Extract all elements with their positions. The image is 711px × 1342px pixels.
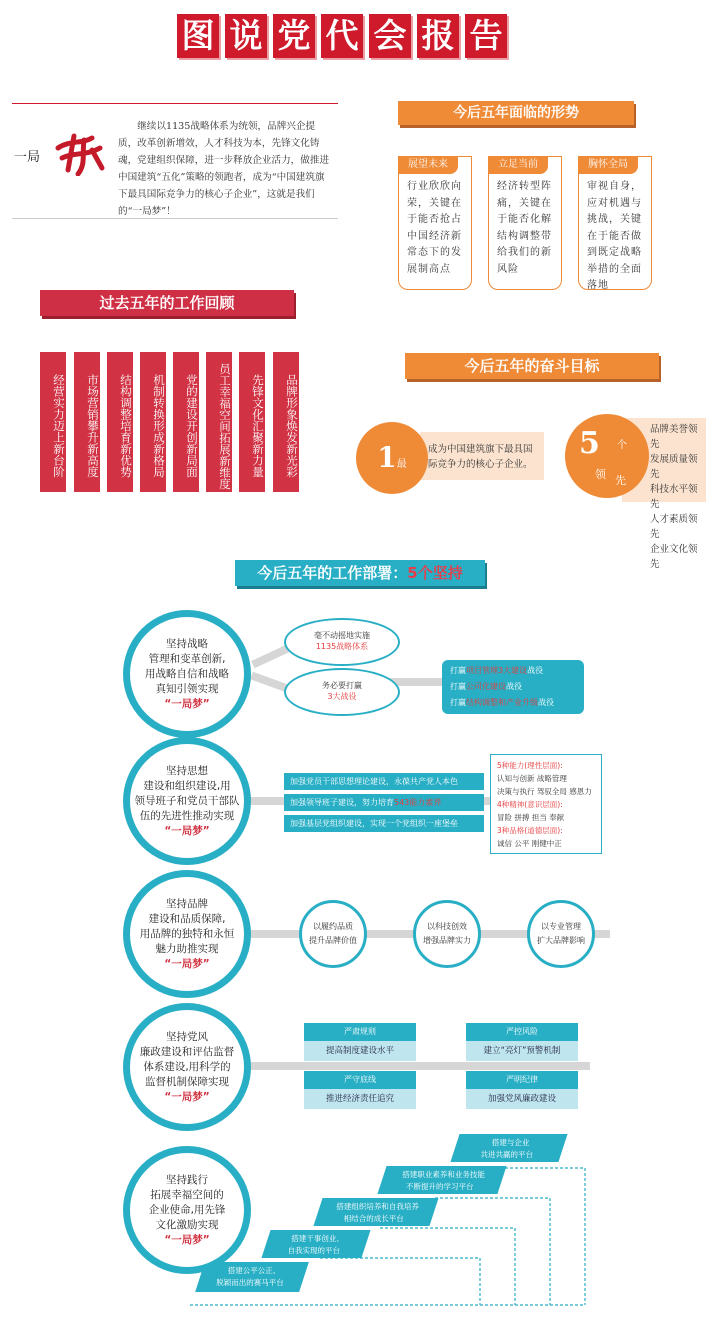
step-line: 搭建与企业 [491, 1138, 530, 1147]
card-head: 严控风险 [466, 1023, 578, 1041]
battles-box [442, 660, 584, 714]
title-char: 党 [273, 14, 315, 58]
review-item: 市场营销攀升新高度 [74, 352, 100, 492]
battle-item: 打赢公司化建设战役 [450, 682, 522, 691]
card-head: 严明纪律 [466, 1071, 578, 1089]
page-title [177, 14, 507, 58]
goal-five-number: 5 [579, 426, 600, 461]
circle-dream: “一局梦” [164, 697, 210, 710]
step-line: 相结合的成长平台 [343, 1214, 404, 1223]
step-line: 搭建职业素养和业务技能 [402, 1170, 485, 1179]
goal-five-item: 人才素质领先 [650, 514, 698, 540]
step-line: 搭建干事创业、 [291, 1234, 344, 1243]
battle-ellipse [284, 668, 400, 716]
circle-dream: “一局梦” [164, 1090, 210, 1103]
goal-five-unit: 个 [617, 440, 627, 451]
ellipse-line: 1135战略体系 [315, 642, 369, 651]
circle-line: 企业使命,用先锋 [148, 1203, 226, 1216]
circle-line: 坚持思想 [166, 764, 208, 777]
ability-head: 3种品格(道德层面): [497, 826, 563, 835]
deploy-title-highlight: 5个坚持 [407, 564, 463, 582]
ability-line: 认知与创新 战略管理 [497, 774, 567, 783]
goal-five-item: 科技水平领先 [650, 484, 698, 510]
goal-one-number: 1 [377, 441, 397, 474]
situation-card-tag: 展望未来 [398, 156, 458, 174]
discipline-card [304, 1071, 416, 1109]
circle-dream: “一局梦” [164, 957, 210, 970]
circle-line: 坚持战略 [166, 637, 208, 650]
brand-node [299, 900, 367, 968]
review-item: 结构调整培育新优势 [107, 352, 133, 492]
platform-step [261, 1230, 370, 1258]
party-bar: 加强基层党组织建设，实现一个党组织一座堡垒 [284, 815, 484, 832]
goals-title: 今后五年的奋斗目标 [405, 353, 659, 379]
goal-five-unit: 先 [615, 474, 626, 487]
intro-text: 继续以1135战略体系为统领，品牌兴企提质，改革创新增效，人才科技为本，先锋文化铸魂，党建组织保障，进一步释放企业活力，做推进中国建筑“五化”策略的领跑者，成为“中国建筑旗下最具国际竞争力的核心子企业”，这就是我们的“一局梦”！ [118, 121, 330, 217]
section-circle [123, 870, 251, 998]
situation-card-text: 审视自身，应对机遇与挑战，关键在于能否做到既定战略举措的全面落地 [587, 181, 642, 291]
review-item: 机制转换形成新格局 [140, 352, 166, 492]
circle-line: 伍的先进性推动实现 [139, 809, 235, 822]
connector [250, 1062, 590, 1070]
review-item: 员工幸福空间拓展新维度 [206, 352, 232, 492]
discipline-card [304, 1023, 416, 1061]
situation-card [488, 156, 562, 290]
circle-line: 建设和组织建设,用 [143, 779, 231, 792]
ability-line: 诚信 公平 刚健中正 [497, 839, 562, 848]
circle-line: 领导班子和党员干部队 [134, 794, 240, 807]
party-bar: 加强党员干部思想理论建设，永葆共产党人本色 [284, 773, 484, 790]
goal-five-item: 品牌美誉领先 [650, 424, 698, 450]
card-head: 严肃规则 [304, 1023, 416, 1041]
deploy-title-text: 今后五年的工作部署： [257, 564, 408, 582]
goal-one-text: 成为中国建筑旗下最具国际竞争力的核心子企业。 [420, 432, 544, 480]
title-char: 图 [177, 14, 219, 58]
goal-five-badge [565, 414, 649, 498]
circle-line: 建设和品质保障, [148, 912, 226, 925]
node-line: 增强品牌实力 [423, 936, 471, 945]
step-line: 搭建组织培养和自我培养 [336, 1202, 419, 1211]
title-char: 代 [321, 14, 363, 58]
circle-dream: “一局梦” [164, 824, 210, 837]
circle-line: 坚持践行 [166, 1173, 208, 1186]
ellipse-line: 务必要打赢 [322, 681, 362, 690]
circle-line: 体系建设,用科学的 [143, 1060, 231, 1073]
step-line: 脱颖而出的赛马平台 [216, 1278, 284, 1287]
circle-line: 坚持党风 [166, 1030, 208, 1043]
node-line: 以科技创效 [427, 922, 467, 931]
ability-head: 5种能力(理性层面): [497, 761, 563, 770]
deploy-title [235, 560, 485, 586]
review-item: 党的建设开创新局面 [173, 352, 199, 492]
card-body: 加强党风廉政建设 [466, 1089, 578, 1109]
circle-line: 用品牌的独特和永恒 [139, 927, 235, 940]
circle-line: 管理和变革创新, [148, 652, 226, 665]
title-char: 会 [369, 14, 411, 58]
step-line: 不断提升的学习平台 [405, 1182, 474, 1191]
card-head: 严守底线 [304, 1071, 416, 1089]
circle-line: 文化激励实现 [155, 1218, 219, 1231]
circle-line: 监督机制保障实现 [145, 1075, 229, 1088]
goal-one-badge [356, 422, 428, 494]
situation-card [578, 156, 652, 290]
circle-line: 拓展幸福空间的 [150, 1188, 224, 1201]
circle-line: 坚持品牌 [166, 897, 208, 910]
step-line: 自我实现的平台 [287, 1246, 340, 1255]
dream-label: 一局 [14, 150, 41, 165]
discipline-card [466, 1071, 578, 1109]
title-char: 告 [465, 14, 507, 58]
node-line: 以专业管理 [541, 922, 581, 931]
ellipse-line: 3大战役 [327, 692, 357, 701]
goal-five-unit: 领 [595, 468, 606, 481]
situation-card-text: 经济转型阵痛，关键在于能否化解结构调整带给我们的新风险 [497, 181, 552, 275]
party-bar: 加强领导班子建设，努力培育543能力素养 [284, 794, 484, 811]
section-circle [123, 737, 251, 865]
circle-line: 廉政建设和评估监督 [139, 1045, 235, 1058]
brand-node [413, 900, 481, 968]
dream-calligraphy-icon [52, 130, 108, 176]
review-item: 先锋文化汇聚新力量 [239, 352, 265, 492]
node-line: 扩大品牌影响 [537, 936, 585, 945]
circle-line: 真知引领实现 [155, 682, 219, 695]
section-circle [123, 1146, 251, 1274]
circle-line: 用战略自信和战略 [145, 667, 229, 680]
divider [12, 218, 338, 219]
node-line: 以履约品质 [313, 922, 353, 931]
situation-card-tag: 胸怀全局 [578, 156, 638, 174]
ellipse-line: 毫不动摇地实施 [314, 631, 370, 640]
situation-title: 今后五年面临的形势 [398, 101, 634, 125]
platform-step [450, 1134, 567, 1162]
circle-dream: “一局梦” [164, 1233, 210, 1246]
ability-box [490, 754, 602, 854]
ability-head: 4种精神(意识层面): [497, 800, 563, 809]
circle-line: 魅力助推实现 [155, 942, 219, 955]
ability-line: 决策与执行 驾驭全局 感恩力 [497, 787, 592, 796]
battle-item: 打赢项目管理3大建设战役 [450, 666, 544, 675]
goal-five-item: 发展质量领先 [650, 454, 698, 480]
brand-node [527, 900, 595, 968]
title-char: 报 [417, 14, 459, 58]
card-body: 提高制度建设水平 [304, 1041, 416, 1061]
section-circle [123, 610, 251, 738]
review-item: 品牌形象焕发新光彩 [273, 352, 299, 492]
card-body: 建立“亮灯”预警机制 [466, 1041, 578, 1061]
step-line: 共进共赢的平台 [480, 1150, 533, 1159]
situation-card-tag: 立足当前 [488, 156, 548, 174]
discipline-card [466, 1023, 578, 1061]
review-item: 经营实力迈上新台阶 [40, 352, 66, 492]
situation-card [398, 156, 472, 290]
goal-one-unit: 最 [396, 459, 407, 470]
goal-five-item: 企业文化领先 [650, 544, 698, 570]
node-line: 提升品牌价值 [309, 936, 357, 945]
platform-step [377, 1166, 506, 1194]
strategy-ellipse [284, 618, 400, 666]
battle-item: 打赢结构调整和产业升级战役 [450, 698, 554, 707]
platform-step [313, 1198, 438, 1226]
section-circle [123, 1003, 251, 1131]
ability-line: 冒险 拼搏 担当 奉献 [497, 813, 565, 822]
divider [12, 103, 338, 104]
situation-card-text: 行业欣欣向荣，关键在于能否抢占中国经济新常态下的发展制高点 [407, 181, 462, 275]
review-title: 过去五年的工作回顾 [40, 290, 294, 316]
card-body: 推进经济责任追究 [304, 1089, 416, 1109]
title-char: 说 [225, 14, 267, 58]
step-line: 搭建公平公正、 [227, 1266, 281, 1275]
